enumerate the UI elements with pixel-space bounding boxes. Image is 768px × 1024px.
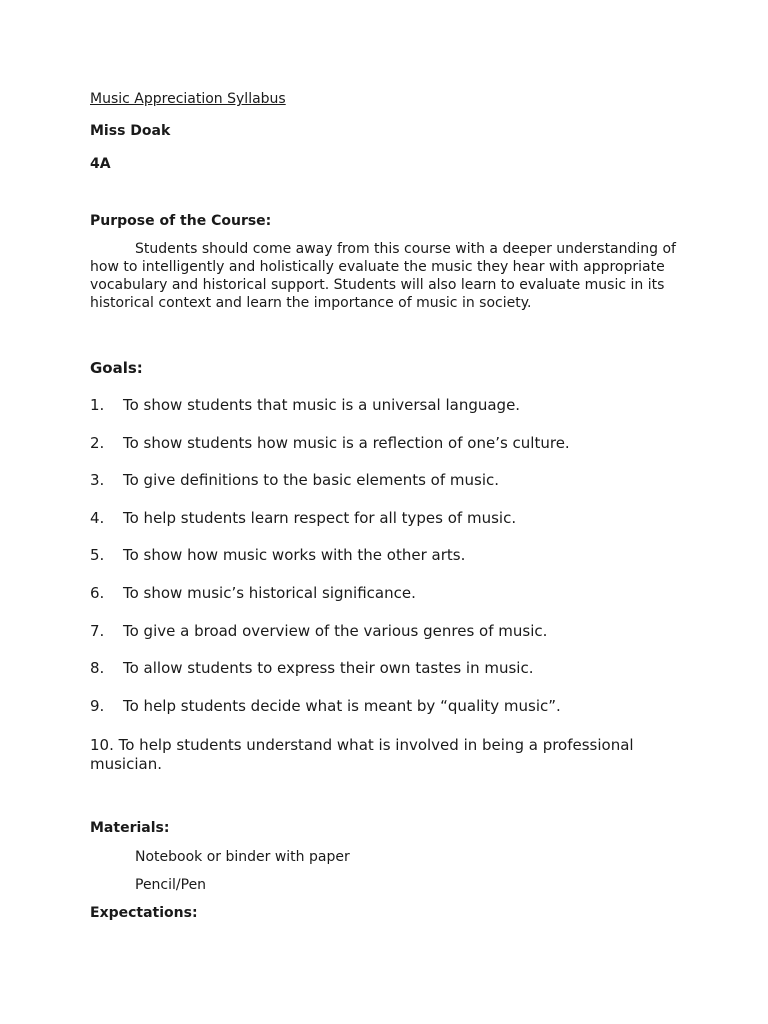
material-item: Notebook or binder with paper (135, 849, 350, 865)
goal-text: To help students decide what is meant by “quality music”. (123, 696, 561, 715)
goal-text: To allow students to express their own tastes in music. (123, 659, 534, 678)
goal-item-1 (90, 396, 680, 434)
goal-item-4 (90, 509, 680, 547)
goal-text: To show students how music is a reflection of one’s culture. (123, 433, 570, 452)
goal-item-8 (90, 659, 680, 697)
goal-number: 1. (90, 396, 105, 414)
goal-number: 7. (90, 621, 105, 640)
goal-item-5 (90, 546, 680, 584)
goal-item-3 (90, 471, 680, 509)
goal-number: 8. (90, 659, 105, 678)
goal-text: To show students that music is a universal language. (123, 396, 521, 414)
goal-text: To show how music works with the other arts. (123, 546, 466, 565)
goal-text: To give a broad overview of the various genres of music. (123, 621, 548, 640)
expectations-heading: Expectations: (90, 905, 198, 921)
purpose-heading: Purpose of the Course: (90, 213, 272, 229)
goal-number: 5. (90, 546, 105, 565)
goal-item-7 (90, 622, 680, 660)
goal-item-6 (90, 584, 680, 622)
goal-item-9 (90, 697, 680, 735)
goal-text: To help students learn respect for all types of music. (123, 508, 517, 527)
goal-item-10: 10. To help students understand what is involved in being a professional musician. (90, 736, 634, 773)
document-title: Music Appreciation Syllabus (90, 91, 286, 107)
materials-list (135, 848, 350, 904)
materials-heading: Materials: (90, 820, 170, 836)
goal-number: 2. (90, 433, 105, 452)
goals-list (90, 396, 680, 734)
purpose-paragraph: Students should come away from this course with a deeper understanding of how to intelligently and holistically evaluate the music they hear with appropriate vocabulary and historical support. Students will also learn to evaluate music in its historical context and learn the importance of music in society. (90, 241, 676, 311)
goal-number: 4. (90, 508, 105, 527)
teacher-name: Miss Doak (90, 123, 171, 139)
goal-number: 6. (90, 583, 105, 602)
goal-text: To show music’s historical significance. (123, 583, 416, 602)
class-room: 4A (90, 156, 111, 172)
material-item: Pencil/Pen (135, 877, 207, 893)
goal-text: To give definitions to the basic elements of music. (123, 471, 500, 490)
goal-number: 9. (90, 696, 105, 715)
goal-item-2 (90, 434, 680, 472)
goal-number: 3. (90, 471, 105, 490)
goals-heading: Goals: (90, 359, 143, 377)
